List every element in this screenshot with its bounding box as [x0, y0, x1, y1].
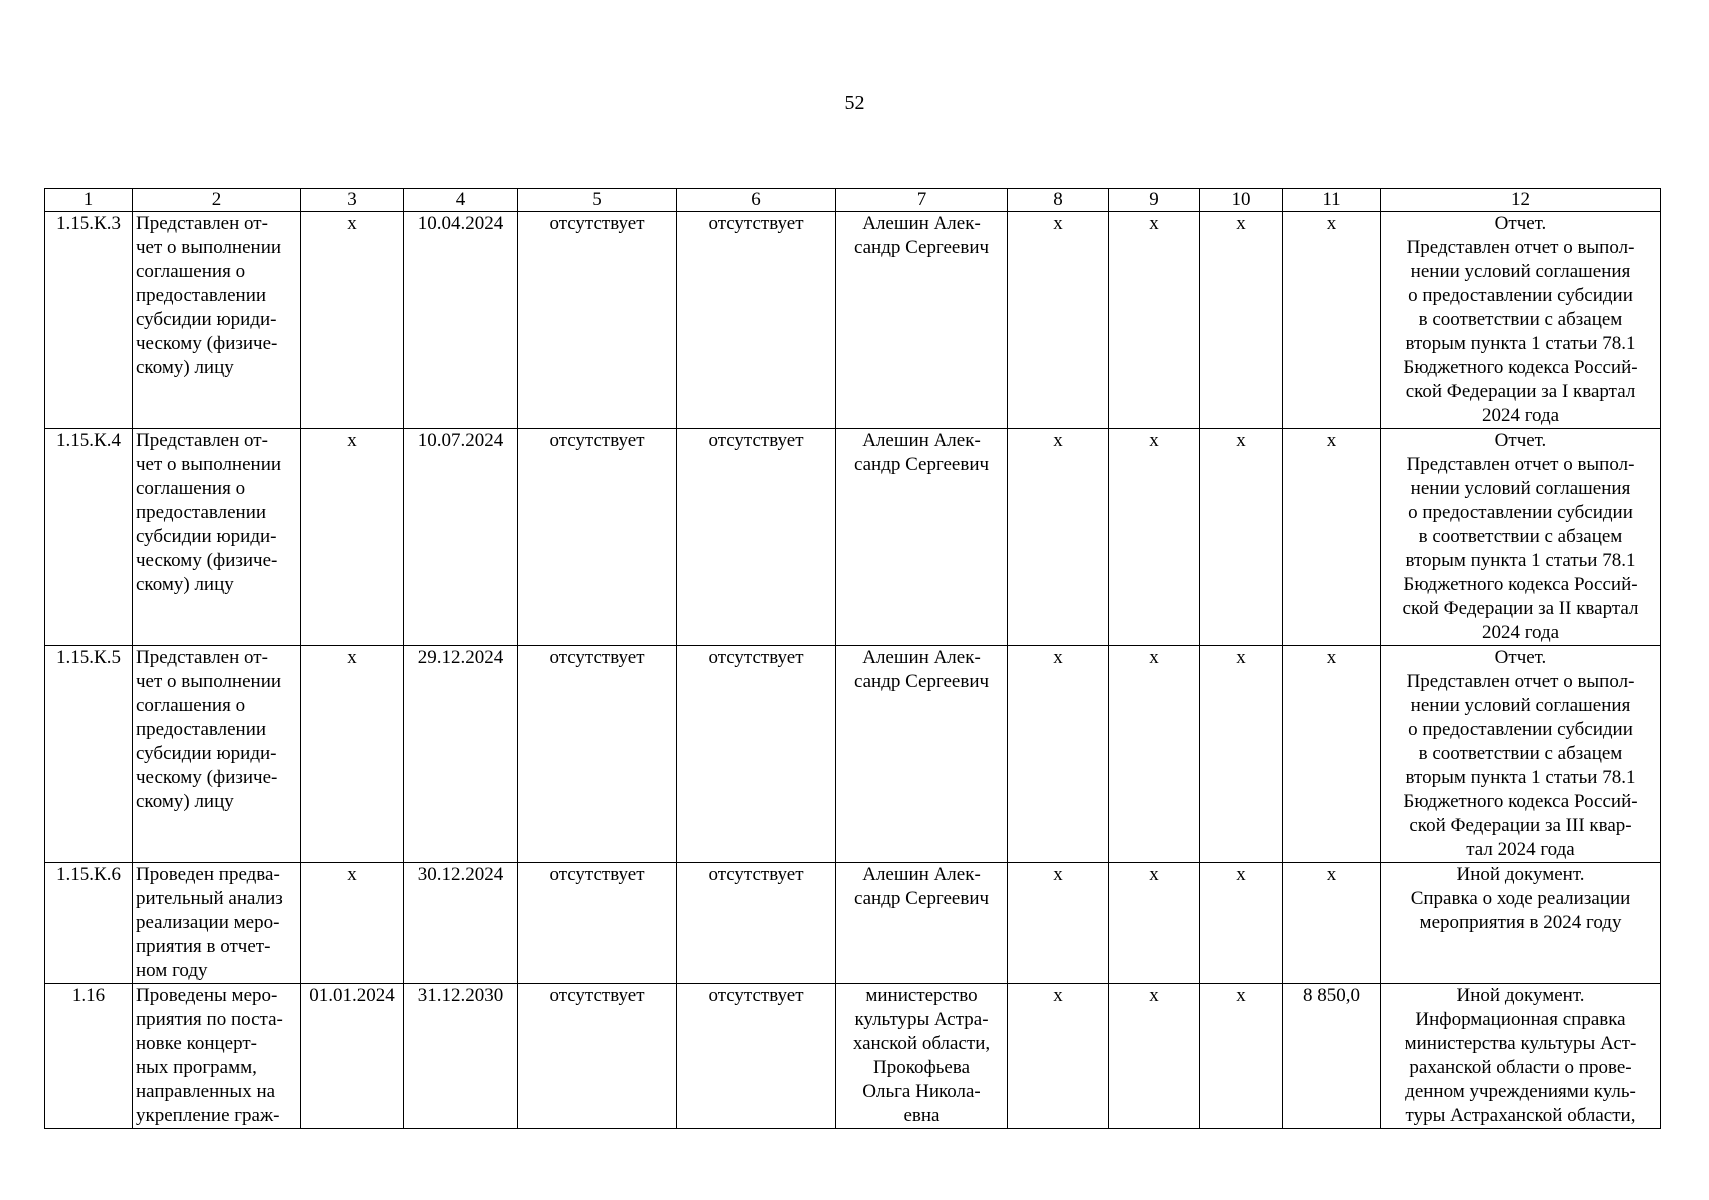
column-5-cell: отсутствует — [518, 863, 677, 984]
text-line: Бюджетного кодекса Россий- — [1403, 574, 1638, 595]
plan-table — [44, 188, 1661, 1129]
table-row — [45, 984, 1661, 1129]
column-9-cell: x — [1109, 646, 1200, 863]
text-line: соглашения о — [136, 478, 246, 499]
text-line: ческому (физиче- — [136, 333, 278, 354]
column-header: 1 — [45, 189, 133, 212]
column-9-cell: x — [1109, 984, 1200, 1129]
text-line: Представлен от- — [136, 430, 268, 451]
column-8-cell: x — [1008, 863, 1109, 984]
responsible-cell — [836, 863, 1008, 984]
text-line: туры Астраханской области, — [1405, 1105, 1636, 1126]
end-date-cell: 30.12.2024 — [404, 863, 518, 984]
column-6-cell: отсутствует — [677, 212, 836, 429]
responsible-cell — [836, 984, 1008, 1129]
column-8-cell: x — [1008, 429, 1109, 646]
description-cell — [133, 646, 301, 863]
responsible-cell — [836, 212, 1008, 429]
column-5-cell: отсутствует — [518, 646, 677, 863]
text-line: нении условий соглашения — [1410, 695, 1631, 716]
column-header: 8 — [1008, 189, 1109, 212]
start-date-cell: x — [301, 646, 404, 863]
text-line: Иной документ. — [1456, 864, 1585, 885]
text-line: ской Федерации за III квар- — [1409, 815, 1632, 836]
text-line: субсидии юриди- — [136, 309, 277, 330]
text-line: Проведен предва- — [136, 864, 280, 885]
description-cell — [133, 212, 301, 429]
row-id-cell: 1.15.К.5 — [45, 646, 133, 863]
text-line: Бюджетного кодекса Россий- — [1403, 791, 1638, 812]
text-line: соглашения о — [136, 695, 246, 716]
text-line: сандр Сергеевич — [853, 454, 990, 475]
text-line: чет о выполнении — [136, 671, 282, 692]
start-date-cell: x — [301, 212, 404, 429]
end-date-cell: 10.04.2024 — [404, 212, 518, 429]
column-header: 10 — [1200, 189, 1283, 212]
responsible-cell — [836, 429, 1008, 646]
column-8-cell: x — [1008, 984, 1109, 1129]
text-line: ской Федерации за II квартал — [1402, 598, 1639, 619]
row-id-cell: 1.15.К.6 — [45, 863, 133, 984]
column-5-cell: отсутствует — [518, 429, 677, 646]
text-line: соглашения о — [136, 261, 246, 282]
column-6-cell: отсутствует — [677, 863, 836, 984]
description-cell — [133, 863, 301, 984]
column-9-cell: x — [1109, 429, 1200, 646]
text-line: чет о выполнении — [136, 454, 282, 475]
header-row — [45, 189, 1661, 212]
start-date-cell: x — [301, 429, 404, 646]
text-line: Алешин Алек- — [862, 213, 981, 234]
column-header: 6 — [677, 189, 836, 212]
end-date-cell: 31.12.2030 — [404, 984, 518, 1129]
column-11-cell: x — [1283, 429, 1381, 646]
column-6-cell: отсутствует — [677, 984, 836, 1129]
text-line: в соответствии с абзацем — [1418, 526, 1623, 547]
text-line: субсидии юриди- — [136, 743, 277, 764]
text-line: министерства культуры Аст- — [1404, 1033, 1637, 1054]
text-line: приятия в отчет- — [136, 936, 271, 957]
text-line: в соответствии с абзацем — [1418, 743, 1623, 764]
row-id-cell: 1.16 — [45, 984, 133, 1129]
text-line: предоставлении — [136, 285, 267, 306]
column-10-cell: x — [1200, 429, 1283, 646]
text-line: культуры Астра- — [854, 1009, 989, 1030]
text-line: мероприятия в 2024 году — [1419, 912, 1622, 933]
result-document-cell — [1381, 863, 1661, 984]
text-line: Представлен отчет о выпол- — [1406, 671, 1635, 692]
text-line: вторым пункта 1 статьи 78.1 — [1405, 767, 1636, 788]
text-line: сандр Сергеевич — [853, 671, 990, 692]
text-line: укрепление граж- — [136, 1105, 280, 1126]
responsible-cell — [836, 646, 1008, 863]
end-date-cell: 10.07.2024 — [404, 429, 518, 646]
column-header: 2 — [133, 189, 301, 212]
text-line: Алешин Алек- — [862, 864, 981, 885]
column-11-cell: 8 850,0 — [1283, 984, 1381, 1129]
text-line: ческому (физиче- — [136, 550, 278, 571]
text-line: Представлен отчет о выпол- — [1406, 454, 1635, 475]
text-line: в соответствии с абзацем — [1418, 309, 1623, 330]
column-9-cell: x — [1109, 212, 1200, 429]
result-document-cell — [1381, 646, 1661, 863]
text-line: сандр Сергеевич — [853, 888, 990, 909]
result-document-cell — [1381, 212, 1661, 429]
column-5-cell: отсутствует — [518, 212, 677, 429]
text-line: ных программ, — [136, 1057, 257, 1078]
column-10-cell: x — [1200, 212, 1283, 429]
text-line: Представлен от- — [136, 213, 268, 234]
text-line: ханской области, — [852, 1033, 991, 1054]
start-date-cell: 01.01.2024 — [301, 984, 404, 1129]
text-line: скому) лицу — [136, 357, 234, 378]
text-line: Справка о ходе реализации — [1410, 888, 1631, 909]
text-line: 2024 года — [1481, 622, 1560, 643]
column-9-cell: x — [1109, 863, 1200, 984]
text-line: Алешин Алек- — [862, 647, 981, 668]
text-line: предоставлении — [136, 719, 267, 740]
text-line: реализации меро- — [136, 912, 280, 933]
column-11-cell: x — [1283, 212, 1381, 429]
text-line: о предоставлении субсидии — [1408, 502, 1633, 523]
description-cell — [133, 429, 301, 646]
text-line: о предоставлении субсидии — [1408, 719, 1633, 740]
table-row — [45, 646, 1661, 863]
table-row — [45, 863, 1661, 984]
text-line: вторым пункта 1 статьи 78.1 — [1405, 550, 1636, 571]
text-line: Информационная справка — [1415, 1009, 1626, 1030]
text-line: Ольга Никола- — [862, 1081, 981, 1102]
text-line: Прокофьева — [872, 1057, 971, 1078]
text-line: Представлен от- — [136, 647, 268, 668]
text-line: раханской области о прове- — [1409, 1057, 1632, 1078]
text-line: направленных на — [136, 1081, 276, 1102]
text-line: предоставлении — [136, 502, 267, 523]
description-cell — [133, 984, 301, 1129]
result-document-cell — [1381, 984, 1661, 1129]
text-line: евна — [903, 1105, 940, 1126]
column-header: 3 — [301, 189, 404, 212]
result-document-cell — [1381, 429, 1661, 646]
row-id-cell: 1.15.К.3 — [45, 212, 133, 429]
text-line: ческому (физиче- — [136, 767, 278, 788]
column-6-cell: отсутствует — [677, 646, 836, 863]
text-line: Проведены меро- — [136, 985, 278, 1006]
text-line: вторым пункта 1 статьи 78.1 — [1405, 333, 1636, 354]
text-line: нении условий соглашения — [1410, 478, 1631, 499]
text-line: тал 2024 года — [1466, 839, 1575, 860]
column-header: 5 — [518, 189, 677, 212]
text-line: ской Федерации за I квартал — [1405, 381, 1636, 402]
text-line: Алешин Алек- — [862, 430, 981, 451]
page-number: 52 — [844, 92, 865, 114]
text-line: субсидии юриди- — [136, 526, 277, 547]
table-row — [45, 212, 1661, 429]
column-5-cell: отсутствует — [518, 984, 677, 1129]
text-line: Отчет. — [1494, 430, 1547, 451]
column-header: 11 — [1283, 189, 1381, 212]
text-line: денном учреждениями куль- — [1405, 1081, 1636, 1102]
text-line: скому) лицу — [136, 791, 234, 812]
text-line: 2024 года — [1481, 405, 1560, 426]
text-line: скому) лицу — [136, 574, 234, 595]
text-line: Отчет. — [1494, 213, 1547, 234]
column-8-cell: x — [1008, 646, 1109, 863]
start-date-cell: x — [301, 863, 404, 984]
column-header: 7 — [836, 189, 1008, 212]
text-line: Иной документ. — [1456, 985, 1585, 1006]
text-line: сандр Сергеевич — [853, 237, 990, 258]
column-6-cell: отсутствует — [677, 429, 836, 646]
column-header: 4 — [404, 189, 518, 212]
column-10-cell: x — [1200, 863, 1283, 984]
end-date-cell: 29.12.2024 — [404, 646, 518, 863]
text-line: ном году — [136, 960, 208, 981]
text-line: нении условий соглашения — [1410, 261, 1631, 282]
text-line: новке концерт- — [136, 1033, 257, 1054]
text-line: Представлен отчет о выпол- — [1406, 237, 1635, 258]
column-11-cell: x — [1283, 863, 1381, 984]
column-10-cell: x — [1200, 646, 1283, 863]
text-line: чет о выполнении — [136, 237, 282, 258]
text-line: о предоставлении субсидии — [1408, 285, 1633, 306]
column-8-cell: x — [1008, 212, 1109, 429]
text-line: министерство — [865, 985, 978, 1006]
column-header: 9 — [1109, 189, 1200, 212]
table-row — [45, 429, 1661, 646]
text-line: Бюджетного кодекса Россий- — [1403, 357, 1638, 378]
column-10-cell: x — [1200, 984, 1283, 1129]
row-id-cell: 1.15.К.4 — [45, 429, 133, 646]
column-11-cell: x — [1283, 646, 1381, 863]
column-header: 12 — [1381, 189, 1661, 212]
text-line: приятия по поста- — [136, 1009, 283, 1030]
text-line: Отчет. — [1494, 647, 1547, 668]
text-line: рительный анализ — [136, 888, 283, 909]
